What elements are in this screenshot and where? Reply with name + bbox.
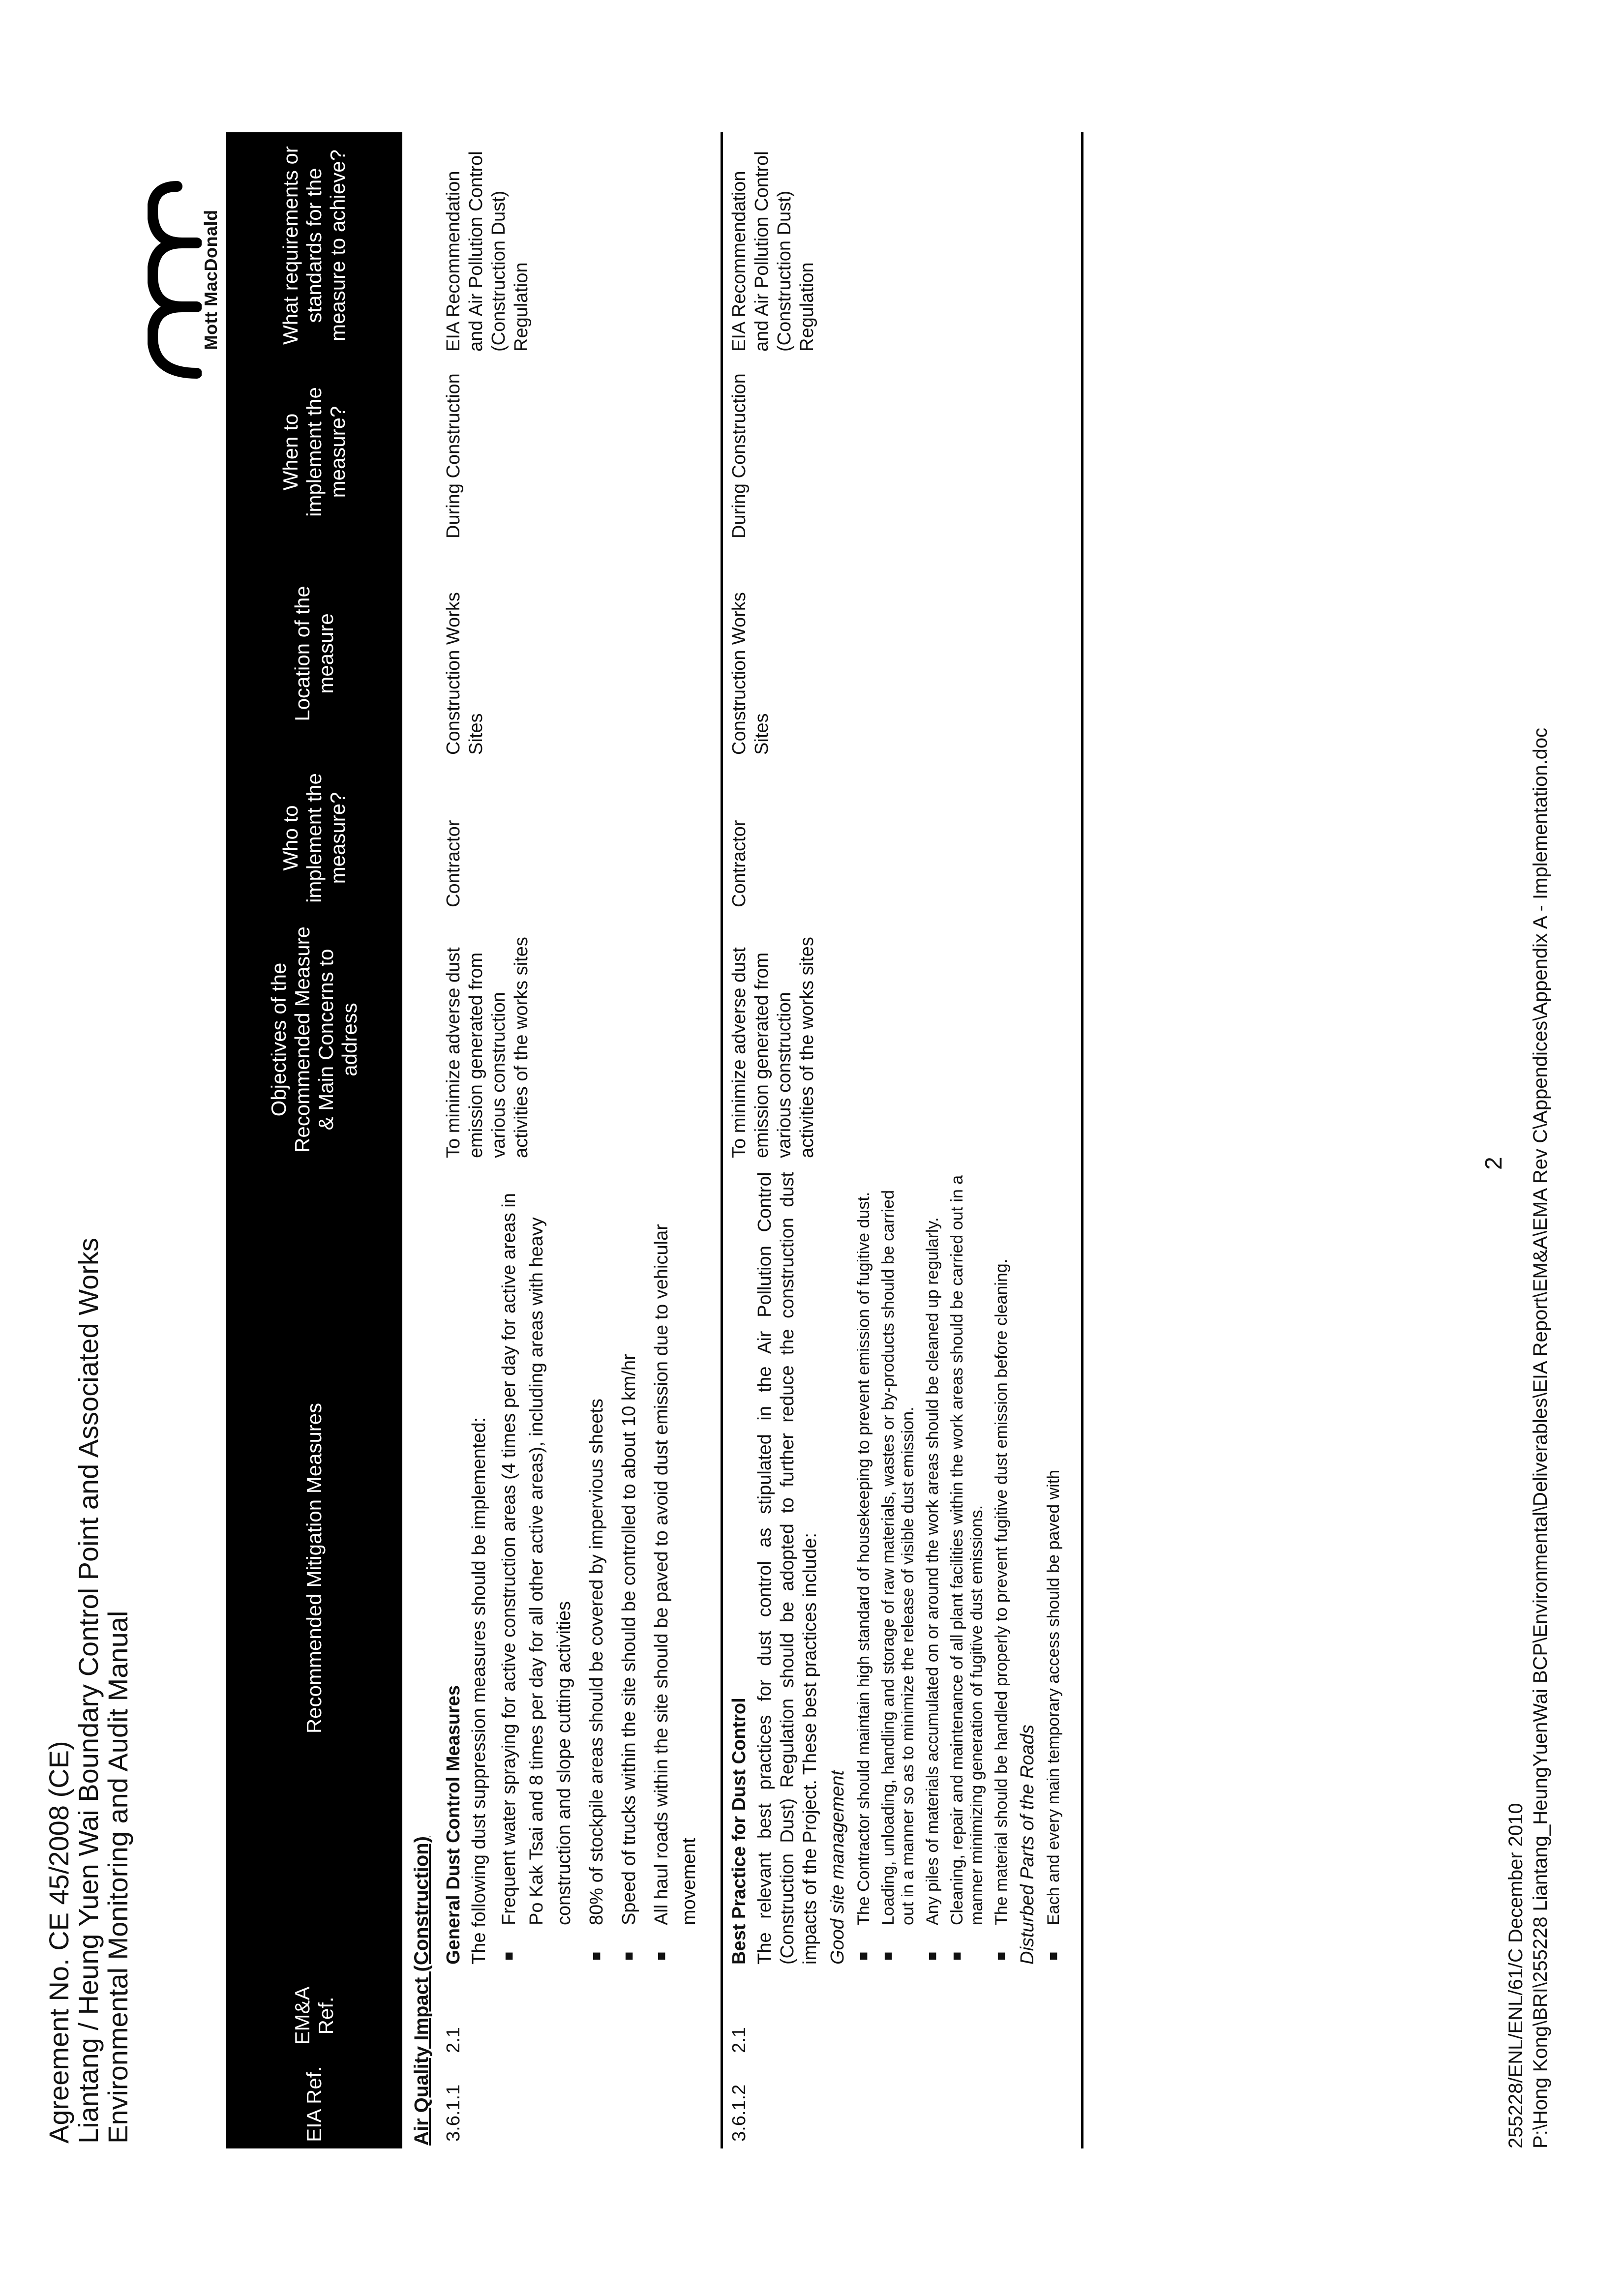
measures-cell xyxy=(437,1165,713,1971)
objectives-cell: To minimize adverse dust emission generated from various construction activities of the works sites xyxy=(729,937,817,1158)
list-item: ■ The Contractor should maintain high standard of housekeeping to prevent emission of fugitive dust. xyxy=(854,1172,873,1965)
requirements-cell: EIA Recommendation and Air Pollution Control (Construction Dust) Regulation xyxy=(443,151,532,352)
table-row xyxy=(722,132,1074,2148)
ema-ref-cell: 2.1 xyxy=(729,2027,750,2053)
footer-file-path: P:\Hong Kong\BRI\255228 Liantang_HeungYuenWai BCP\Environmental\Deliverables\EIA Report\EM&A\EMA Rev C\Appendices\Appendix A - Implementation.doc xyxy=(1530,727,1551,2148)
when-cell: During Construction xyxy=(443,373,464,538)
column-header-requirements: What requirements or standards for the measure to achieve? xyxy=(226,132,402,358)
objectives-cell: To minimize adverse dust emission generated from various construction activities of the works sites xyxy=(443,937,532,1158)
list-item: ■ Speed of trucks within the site should be controlled to about 10 km/hr xyxy=(615,1172,643,1965)
column-header-when: When to implement the measure? xyxy=(226,358,402,545)
list-item: ■ Each and every main temporary access should be paved with xyxy=(1044,1172,1063,1965)
who-cell: Contractor xyxy=(443,820,464,907)
implementation-schedule-table xyxy=(226,132,1083,2148)
list-item: ■ Loading, unloading, handling and storage of raw materials, wastes or by-products should be carried out in a manner so as to minimize the release of visible dust emission. xyxy=(878,1172,918,1965)
list-item: ■ Any piles of materials accumulated on or around the work areas should be cleaned up regularly. xyxy=(923,1172,942,1965)
column-header-who: Who to implement the measure? xyxy=(226,762,402,914)
section-title: Air Quality Impact (Construction) xyxy=(411,1836,432,2146)
row-divider xyxy=(713,132,722,2148)
location-cell: Construction Works Sites xyxy=(729,592,772,755)
column-header-location: Location of the measure xyxy=(226,545,402,762)
when-cell: During Construction xyxy=(729,373,750,538)
measure-bullet-list xyxy=(1044,1172,1063,1965)
column-header-measures: Recommended Mitigation Measures xyxy=(226,1165,402,1971)
table-header-row xyxy=(226,132,402,2148)
list-item: ■ All haul roads within the site should be paved to avoid dust emission due to vehicular movement xyxy=(648,1172,703,1965)
mott-macdonald-logo xyxy=(148,177,221,383)
list-item: ■ The material should be handled properly to prevent fugitive dust emission before cleaning. xyxy=(992,1172,1011,1965)
measure-bullet-list xyxy=(495,1172,703,1965)
measure-subheading: Disturbed Parts of the Roads xyxy=(1017,1725,1038,1965)
measure-intro: The relevant best practices for dust control as stipulated in the Air Pollution Control (Construction Dust) Regulation should be adopted to further reduce the construction dust impacts of the Project. These best practices include: xyxy=(754,1172,820,1965)
list-item: ■ Frequent water spraying for active construction areas (4 times per day for active areas in Po Kak Tsai and 8 times per day for all other active areas), including areas with heavy construction and slope cutting activities xyxy=(495,1172,578,1965)
header-manual-title: Environmental Monitoring and Audit Manual xyxy=(102,1610,133,2144)
location-cell: Construction Works Sites xyxy=(443,592,486,755)
section-row xyxy=(402,132,437,2148)
who-cell: Contractor xyxy=(729,820,750,907)
column-header-ema-ref: EM&A Ref. xyxy=(226,1971,402,2060)
list-item: ■ 80% of stockpile areas should be covered by impervious sheets xyxy=(583,1172,610,1965)
eia-ref-cell: 3.6.1.2 xyxy=(729,2084,750,2142)
measures-cell xyxy=(722,1165,1074,1971)
page-number: 2 xyxy=(1481,1157,1507,1170)
footer-document-ref: 255228/ENL/ENL/61/C December 2010 xyxy=(1505,1803,1527,2148)
header-agreement: Agreement No. CE 45/2008 (CE) xyxy=(43,1741,74,2144)
header-project-title: Liantang / Heung Yuen Wai Boundary Control Point and Associated Works xyxy=(73,1238,104,2144)
table-row xyxy=(437,132,713,2148)
ema-ref-cell: 2.1 xyxy=(443,2027,464,2053)
measure-bullet-list xyxy=(854,1172,1011,1965)
eia-ref-cell: 3.6.1.1 xyxy=(443,2084,464,2142)
measure-title: General Dust Control Measures xyxy=(443,1685,464,1965)
logo-wordmark: Mott MacDonald xyxy=(201,209,221,350)
measure-subheading: Good site management xyxy=(827,1770,848,1965)
requirements-cell: EIA Recommendation and Air Pollution Control (Construction Dust) Regulation xyxy=(729,151,817,352)
column-header-eia-ref: EIA Ref. xyxy=(226,2060,402,2148)
row-divider xyxy=(1073,132,1083,2148)
column-header-objectives: Objectives of the Recommended Measure & Main Concerns to address xyxy=(226,914,402,1165)
measure-intro: The following dust suppression measures should be implemented: xyxy=(469,1417,489,1965)
measure-title: Best Practice for Dust Control xyxy=(729,1698,750,1965)
list-item: ■ Cleaning, repair and maintenance of all plant facilities within the work areas should be carried out in a manner minimizing generation of fugitive dust emissions. xyxy=(947,1172,987,1965)
